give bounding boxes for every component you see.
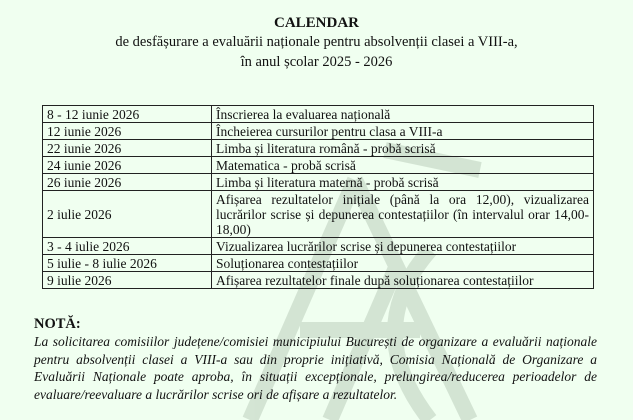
row-activity: Încheierea cursurilor pentru clasa a VIII-a [212, 123, 594, 140]
table-row [43, 106, 594, 123]
page-title: CALENDAR [273, 15, 359, 31]
table-row [43, 123, 594, 140]
row-date: 8 - 12 iunie 2026 [43, 106, 212, 123]
row-date: 3 - 4 iulie 2026 [43, 238, 212, 255]
row-date: 12 iunie 2026 [43, 123, 212, 140]
table-row [43, 174, 594, 191]
row-date: 26 iunie 2026 [43, 174, 212, 191]
row-date: 24 iunie 2026 [43, 157, 212, 174]
row-activity: Limba și literatura maternă - probă scrisă [212, 174, 594, 191]
row-activity: Afișarea rezultatelor finale după soluționarea contestațiilor [212, 272, 594, 289]
table-row [43, 140, 594, 157]
row-activity: Afișarea rezultatelor inițiale (până la ora 12,00), vizualizarea lucrărilor scrise și depunerea contestațiilor (în intervalul orar 14,00-18,00) [212, 191, 594, 238]
row-date: 2 iulie 2026 [43, 191, 212, 238]
row-activity: Limba și literatura română - probă scrisă [212, 140, 594, 157]
note-heading: NOTĂ: [34, 316, 81, 332]
table-row [43, 157, 594, 174]
row-date: 5 iulie - 8 iulie 2026 [43, 255, 212, 272]
row-activity: Matematica - probă scrisă [212, 157, 594, 174]
row-activity: Vizualizarea lucrărilor scrise și depunerea contestațiilor [212, 238, 594, 255]
row-activity: Soluționarea contestațiilor [212, 255, 594, 272]
page-subtitle: de desfășurare a evaluării naționale pentru absolvenții clasei a VIII-a, [115, 34, 518, 50]
table-row [43, 238, 594, 255]
table-row [43, 255, 594, 272]
row-activity: Înscrierea la evaluarea națională [212, 106, 594, 123]
note-text: La solicitarea comisiilor județene/comisiei municipiului București de organizare a evaluării naționale pentru absolvenții clasei a VIII-a sau din proprie inițiativă, Comisia Națională de Organizare a Evaluării Naționale poate aproba, în situații excepționale, prelungirea/reducerea perioadelor de evaluare/reevaluare a lucrărilor scrise ori de afișare a rezultatelor. [34, 334, 597, 402]
row-date: 9 iulie 2026 [43, 272, 212, 289]
row-date: 22 iunie 2026 [43, 140, 212, 157]
calendar-table [42, 105, 594, 289]
page-subtitle-year: în anul școlar 2025 - 2026 [240, 54, 393, 70]
table-row [43, 272, 594, 289]
table-row [43, 191, 594, 238]
